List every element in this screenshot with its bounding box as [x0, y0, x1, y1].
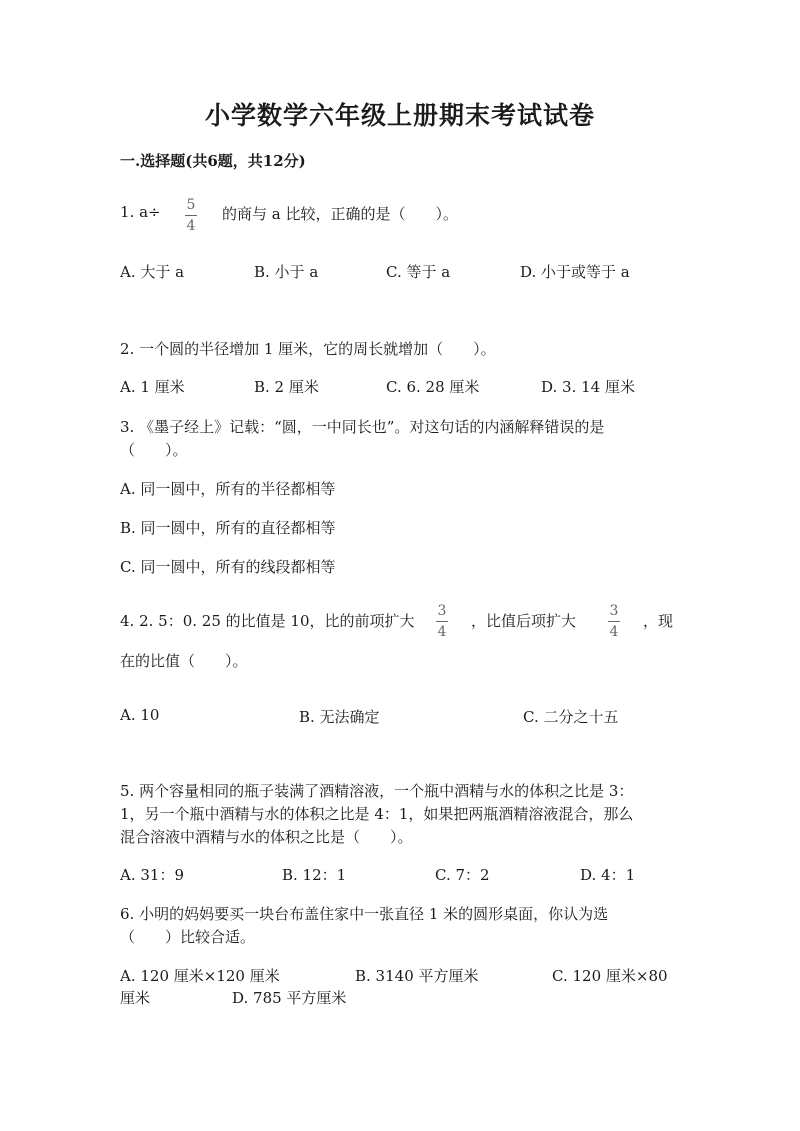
q1-prefix: 1. a÷	[120, 203, 161, 221]
q5-option-c[interactable]: C. 7：2	[435, 866, 490, 884]
q3-option-b[interactable]: B. 同一圆中，所有的直径都相等	[120, 519, 336, 537]
q3-text-line-2: （ ）。	[120, 441, 188, 459]
q4-option-c[interactable]: C. 二分之十五	[523, 708, 619, 726]
q4-fraction-1-denominator: 4	[437, 624, 447, 640]
q3-text-line-1: 3. 《墨子经上》记载：“圆，一中同长也”。对这句话的内涵解释错误的是	[120, 418, 605, 436]
fraction-bar	[185, 215, 197, 216]
q5-option-a[interactable]: A. 31：9	[120, 866, 184, 884]
page-title: 小学数学六年级上册期末考试试卷	[204, 101, 595, 130]
q6-text-line-1: 6. 小明的妈妈要买一块台布盖住家中一张直径 1 米的圆形桌面，你认为选	[120, 905, 609, 923]
q4-fraction-2-numerator: 3	[609, 603, 619, 619]
q4-fraction-2	[608, 604, 620, 639]
q3-option-c[interactable]: C. 同一圆中，所有的线段都相等	[120, 558, 336, 576]
q1-fraction-denominator: 4	[186, 218, 196, 234]
section-heading: 一.选择题(共6题，共12分)	[120, 152, 306, 170]
q1-option-a[interactable]: A. 大于 a	[120, 263, 185, 281]
q4-text-line-2: 在的比值（ ）。	[120, 652, 248, 670]
q5-text-line-1: 5. 两个容量相同的瓶子装满了酒精溶液，一个瓶中酒精与水的体积之比是 3：	[120, 782, 634, 800]
q6-option-c[interactable]: C. 120 厘米×80	[552, 967, 668, 985]
q6-option-c-continued: 厘米	[120, 989, 151, 1007]
q6-option-b[interactable]: B. 3140 平方厘米	[355, 967, 479, 985]
q5-text-line-2: 1，另一个瓶中酒精与水的体积之比是 4：1，如果把两瓶酒精溶液混合，那么	[120, 805, 634, 823]
q1-fraction	[185, 198, 197, 233]
q4-fraction-1-numerator: 3	[437, 603, 447, 619]
q6-text-line-2: （ ）比较合适。	[120, 928, 256, 946]
q2-text: 2. 一个圆的半径增加 1 厘米，它的周长就增加（ ）。	[120, 340, 496, 358]
q5-option-b[interactable]: B. 12：1	[282, 866, 347, 884]
q4-option-a[interactable]: A. 10	[120, 706, 160, 724]
fraction-bar	[436, 621, 448, 622]
q4-fraction-2-denominator: 4	[609, 624, 619, 640]
q1-suffix: 的商与 a 比较，正确的是（ ）。	[222, 205, 458, 223]
q4-option-b[interactable]: B. 无法确定	[299, 708, 380, 726]
q5-text-line-3: 混合溶液中酒精与水的体积之比是（ ）。	[120, 828, 413, 846]
q5-option-d[interactable]: D. 4：1	[580, 866, 636, 884]
q1-option-b[interactable]: B. 小于 a	[254, 263, 319, 281]
q2-option-d[interactable]: D. 3. 14 厘米	[541, 378, 635, 396]
q6-option-a[interactable]: A. 120 厘米×120 厘米	[120, 967, 280, 985]
fraction-bar	[608, 621, 620, 622]
q4-text-part-3: ，现	[643, 612, 674, 630]
q4-fraction-1	[436, 604, 448, 639]
q1-option-c[interactable]: C. 等于 a	[386, 263, 451, 281]
q6-option-d[interactable]: D. 785 平方厘米	[232, 989, 347, 1007]
q3-option-a[interactable]: A. 同一圆中，所有的半径都相等	[120, 480, 336, 498]
q2-option-a[interactable]: A. 1 厘米	[120, 378, 185, 396]
q2-option-c[interactable]: C. 6. 28 厘米	[386, 378, 480, 396]
q4-text-part-1: 4. 2. 5：0. 25 的比值是 10，比的前项扩大	[120, 612, 415, 630]
q4-text-part-2: ，比值后项扩大	[471, 612, 577, 630]
q2-option-b[interactable]: B. 2 厘米	[254, 378, 319, 396]
q1-fraction-numerator: 5	[186, 197, 196, 213]
q1-option-d[interactable]: D. 小于或等于 a	[520, 263, 630, 281]
